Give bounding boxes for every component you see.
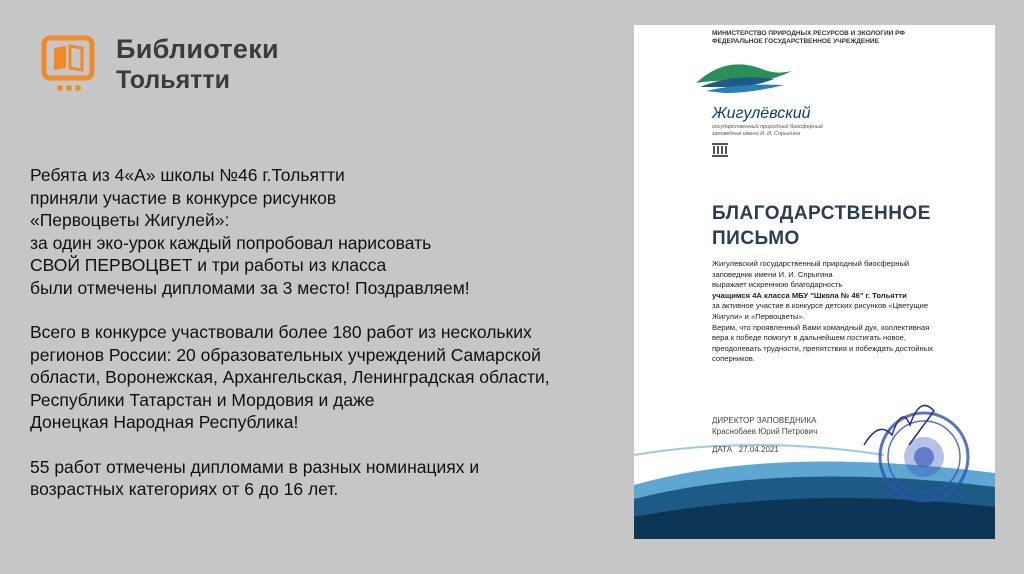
body-line: вера к победе помогут в дальнейшем постигать новое, <box>712 333 906 343</box>
text-line: Ребята из 4«А» школы №46 г.Тольятти <box>30 165 345 185</box>
title-line: БЛАГОДАРСТВЕННОЕ <box>712 203 931 224</box>
logo-subtitle: Тольятти <box>116 66 231 94</box>
paragraph-1 <box>30 164 610 299</box>
text-line: области, Воронежская, Архангельская, Ленинградская области, <box>30 367 550 387</box>
reserve-name: Жигулёвский <box>712 105 811 122</box>
text-line: 55 работ отмечены дипломами в разных номинациях и <box>30 456 480 477</box>
text-line: были отмечены дипломами за 3 место! Поздравляем! <box>30 277 470 298</box>
library-logo <box>40 30 300 100</box>
title-line: ПИСЬМО <box>712 228 800 249</box>
text-line: за один эко-урок каждый попробовал нарисовать <box>30 232 432 253</box>
body-line: Жигули» и «Первоцветы». <box>712 311 805 321</box>
letter-title <box>712 201 931 251</box>
book-icon <box>40 32 100 96</box>
ministry-line: ФЕДЕРАЛЬНОЕ ГОСУДАРСТВЕННОЕ УЧРЕЖДЕНИЕ <box>712 38 879 45</box>
announcement-text <box>30 164 610 523</box>
body-line: Верим, что проявленный Вами командный дух, коллективная <box>712 322 930 332</box>
reserve-subtitle <box>712 124 832 138</box>
director-name: Краснобаев Юрий Петрович <box>712 427 818 436</box>
text-line: приняли участие в конкурсе рисунков <box>30 187 337 208</box>
date-line <box>712 445 779 454</box>
body-line: выражает искреннюю благодарность <box>712 280 843 290</box>
text-line: возрастных категориях от 6 до 16 лет. <box>30 479 339 499</box>
ministry-header <box>712 30 905 46</box>
body-line: за активное участие в конкурсе детских рисунков «Цветущие <box>712 301 929 311</box>
body-line: Жигулевский государственный природный биосферный <box>712 259 910 268</box>
date-value: 27.04.2021 <box>738 445 779 454</box>
text-line: регионов России: 20 образовательных учреждений Самарской <box>30 344 541 365</box>
text-line: СВОЙ ПЕРВОЦВЕТ и три работы из класса <box>30 255 387 275</box>
reserve-subtitle-line: заповедник имени И. И. Спрыгина <box>712 131 801 137</box>
letter-body <box>712 259 972 365</box>
body-line: заповедник имени И. И. Спрыгина <box>712 269 833 279</box>
unesco-icon <box>712 143 728 157</box>
reserve-subtitle-line: государственный природный биосферный <box>712 124 823 130</box>
text-line: Донецкая Народная Республика! <box>30 412 299 432</box>
body-line: преодолевать трудности, препятствия и побеждать достойных <box>712 343 933 353</box>
director-title: ДИРЕКТОР ЗАПОВЕДНИКА <box>712 416 817 425</box>
gratitude-letter-image <box>634 25 995 539</box>
recipient-line: учащимся 4А класса МБУ "Школа № 46" г. Тольятти <box>712 290 907 300</box>
logo-title: Библиотеки <box>116 34 279 64</box>
paragraph-2 <box>30 321 610 434</box>
reserve-logo-icon <box>696 64 792 93</box>
paragraph-3 <box>30 456 610 501</box>
text-line: Республики Татарстан и Мордовия и даже <box>30 389 375 410</box>
body-line: соперников. <box>712 354 755 364</box>
ministry-line: МИНИСТЕРСТВО ПРИРОДНЫХ РЕСУРСОВ И ЭКОЛОГИИ РФ <box>712 30 905 37</box>
date-label: ДАТА <box>712 445 733 454</box>
director-block <box>712 415 817 437</box>
text-line: «Первоцветы Жигулей»: <box>30 210 230 230</box>
text-line: Всего в конкурсе участвовали более 180 работ из нескольких <box>30 322 532 342</box>
